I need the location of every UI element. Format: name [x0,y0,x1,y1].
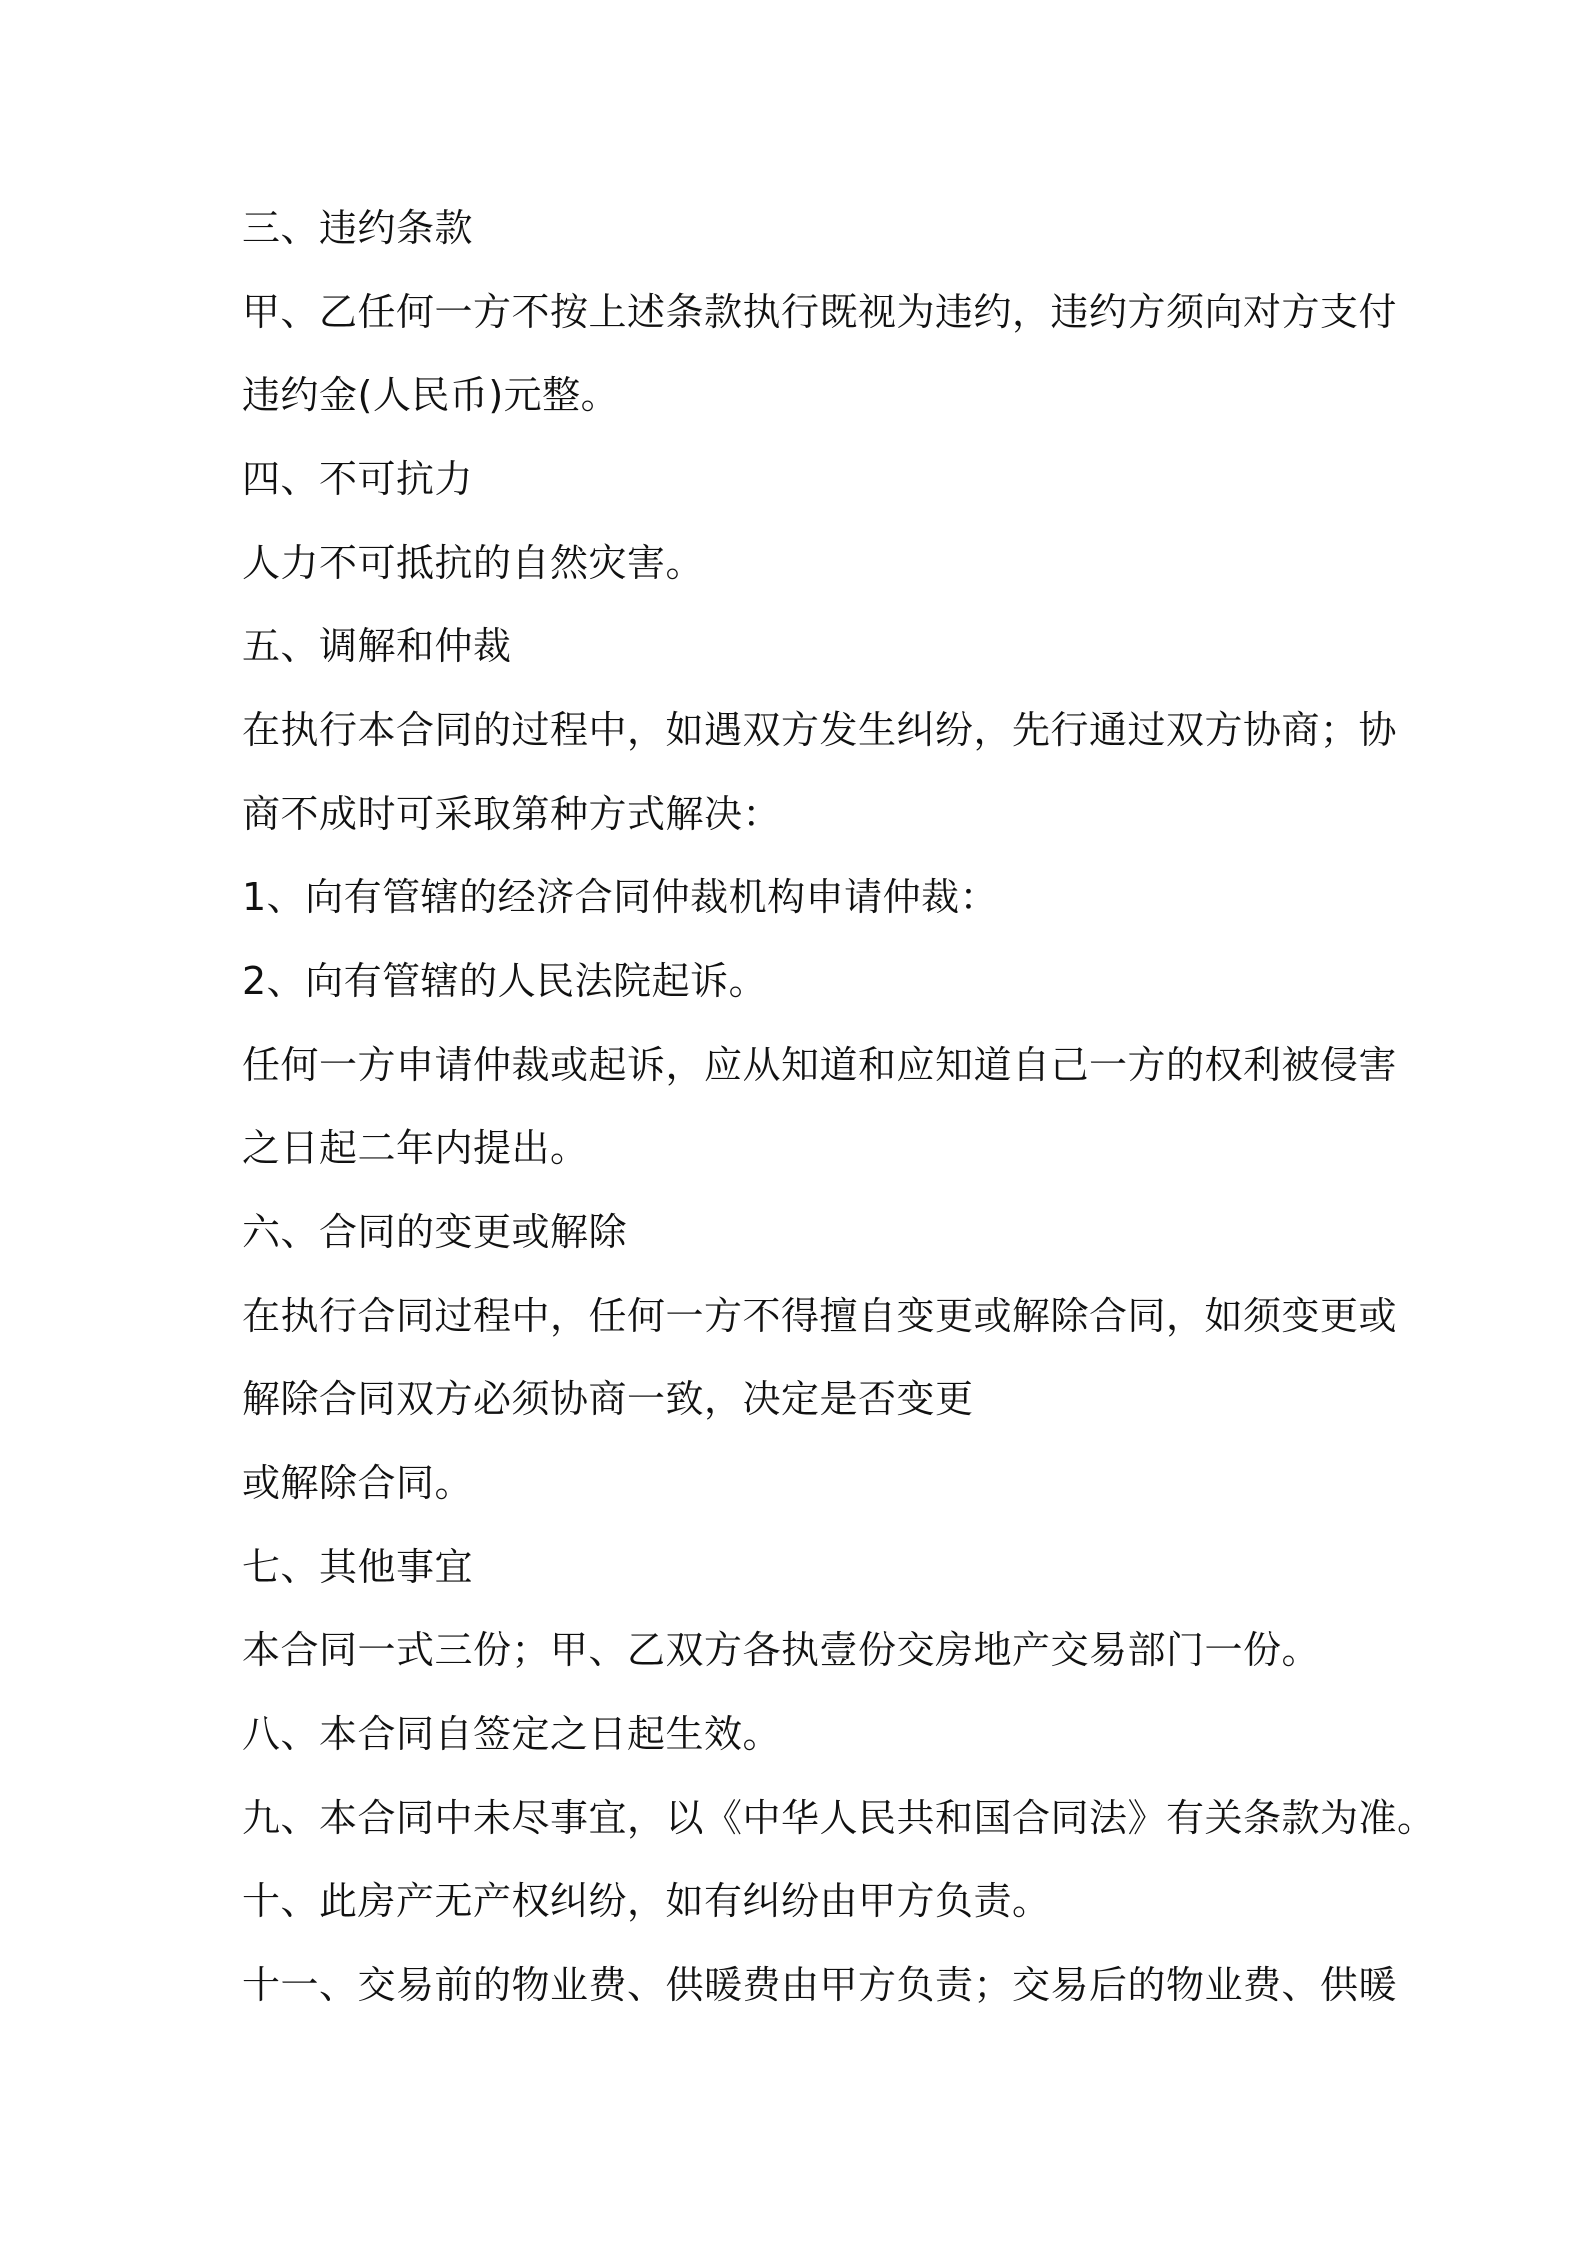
section-heading-modification: 六、合同的变更或解除 [242,1210,628,1254]
section-heading-no-dispute: 十、此房产无产权纠纷，如有纠纷由甲方负责。 [242,1879,1051,1923]
section-heading-other: 七、其他事宜 [242,1545,474,1589]
paragraph-line: 在执行合同过程中，任何一方不得擅自变更或解除合同，如须变更或 [242,1294,1398,1338]
section-heading-mediation: 五、调解和仲裁 [242,624,512,668]
list-item: 1、向有管辖的经济合同仲裁机构申请仲裁： [242,875,999,919]
paragraph-line: 违约金(人民币)元整。 [242,373,620,417]
paragraph-line: 或解除合同。 [242,1461,474,1505]
section-heading-unresolved: 九、本合同中未尽事宜，以《中华人民共和国合同法》有关条款为准。 [242,1796,1436,1840]
paragraph-line: 本合同一式三份；甲、乙双方各执壹份交房地产交易部门一份。 [242,1628,1321,1672]
section-heading-force-majeure: 四、不可抗力 [242,457,474,501]
list-item: 2、向有管辖的人民法院起诉。 [242,959,768,1003]
section-heading-fees: 十一、交易前的物业费、供暖费由甲方负责；交易后的物业费、供暖 [242,1963,1398,2007]
paragraph-line: 之日起二年内提出。 [242,1126,589,1170]
paragraph-line: 任何一方申请仲裁或起诉，应从知道和应知道自己一方的权利被侵害 [242,1043,1398,1087]
paragraph-line: 解除合同双方必须协商一致，决定是否变更 [242,1377,974,1421]
paragraph-line: 人力不可抵抗的自然灾害。 [242,541,705,585]
paragraph-line: 商不成时可采取第种方式解决： [242,792,782,836]
paragraph-line: 在执行本合同的过程中，如遇双方发生纠纷，先行通过双方协商；协 [242,708,1398,752]
section-heading-breach: 三、违约条款 [242,206,474,250]
section-heading-effective: 八、本合同自签定之日起生效。 [242,1712,782,1756]
paragraph-line: 甲、乙任何一方不按上述条款执行既视为违约，违约方须向对方支付 [242,290,1398,334]
